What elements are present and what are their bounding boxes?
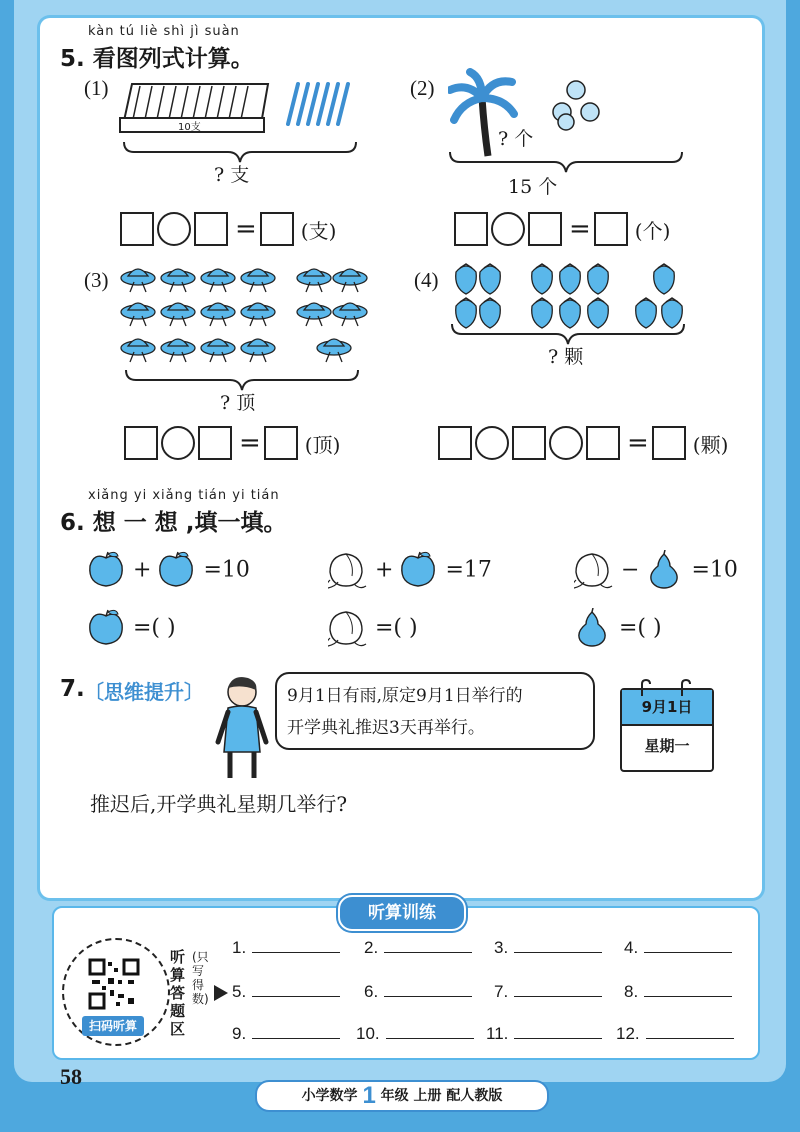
unit-label: (颗) xyxy=(692,432,729,457)
equals-sign: = xyxy=(569,214,591,244)
calendar-rings-icon xyxy=(636,678,696,696)
answer-slot[interactable]: 7. xyxy=(494,982,602,1002)
fill-pear xyxy=(574,608,662,648)
answer-box[interactable] xyxy=(438,426,472,460)
listening-title: 听算训练 xyxy=(338,895,466,931)
answer-blank[interactable]: =( ) xyxy=(619,615,662,641)
section6-number: 6. xyxy=(60,510,85,536)
qr-code-icon[interactable] xyxy=(88,958,140,1010)
answer-box[interactable] xyxy=(454,212,488,246)
bundle-label: 10支 xyxy=(178,122,201,133)
fill-peach xyxy=(328,608,418,648)
answer-box[interactable] xyxy=(528,212,562,246)
footer-edition: 配人教版 xyxy=(446,1088,503,1104)
footer-subject: 小学数学 xyxy=(301,1088,358,1104)
page-number: 58 xyxy=(60,1064,82,1089)
problem2-brace xyxy=(448,150,684,174)
play-arrow-icon xyxy=(214,985,228,1001)
answer-box[interactable] xyxy=(594,212,628,246)
answer-slot[interactable]: 12. xyxy=(616,1024,734,1044)
operator-circle[interactable] xyxy=(161,426,195,460)
unit-label: (个) xyxy=(634,218,671,243)
peach-icon xyxy=(328,608,368,648)
operator-circle[interactable] xyxy=(157,212,191,246)
bubble-line-1: 9月1日有雨,原定9月1日举行的 xyxy=(287,686,523,706)
answer-box[interactable] xyxy=(124,426,158,460)
answer-blank[interactable]: =( ) xyxy=(133,615,176,641)
problem3-question: ? 顶 xyxy=(220,392,256,414)
problem2-formula xyxy=(454,212,673,246)
problem1-formula xyxy=(120,212,339,246)
section5-title: 看图列式计算。 xyxy=(92,46,254,72)
calendar xyxy=(620,688,714,772)
answer-slot[interactable]: 5. xyxy=(232,982,340,1002)
section5-heading xyxy=(60,40,254,73)
answer-box[interactable] xyxy=(264,426,298,460)
equation-result: =10 xyxy=(691,557,738,583)
scan-label: 扫码听算 xyxy=(82,1016,144,1036)
problem4-question: ? 颗 xyxy=(548,346,584,368)
section5-pinyin: kàn tú liè shì jì suàn xyxy=(88,24,240,39)
equation-result: =10 xyxy=(203,557,250,583)
fill-apple xyxy=(88,608,176,648)
answer-slot[interactable]: 3. xyxy=(494,938,602,958)
operator-circle[interactable] xyxy=(549,426,583,460)
calendar-weekday: 星期一 xyxy=(644,737,690,755)
footer-bar xyxy=(255,1080,549,1112)
problem4-formula xyxy=(438,426,731,460)
operator-circle[interactable] xyxy=(475,426,509,460)
minus-sign: − xyxy=(621,557,640,583)
answer-box[interactable] xyxy=(652,426,686,460)
footer-grade-number: 1 xyxy=(362,1082,376,1109)
section6-heading xyxy=(60,504,287,537)
unit-label: (支) xyxy=(300,218,337,243)
equation-row-2 xyxy=(328,550,492,590)
answer-slot[interactable]: 11. xyxy=(486,1024,602,1044)
pear-icon xyxy=(646,550,684,590)
footer-volume: 上册 xyxy=(413,1088,442,1104)
problem3-formula xyxy=(124,426,343,460)
answer-slot[interactable]: 6. xyxy=(364,982,472,1002)
hats-illustration xyxy=(120,262,370,370)
answer-slot[interactable]: 4. xyxy=(624,938,732,958)
section6-pinyin: xiǎng yi xiǎng tián yi tián xyxy=(88,488,280,503)
equals-sign: = xyxy=(235,214,257,244)
answer-box[interactable] xyxy=(586,426,620,460)
section7-tag: 〔思维提升〕 xyxy=(84,680,204,704)
equation-result: =17 xyxy=(445,557,492,583)
section6-title: 想 一 想 ,填一填。 xyxy=(92,510,287,536)
answer-slot[interactable]: 9. xyxy=(232,1024,340,1044)
bubble-line-2: 开学典礼推迟3天再举行。 xyxy=(287,718,485,738)
problem4-label: (4) xyxy=(414,268,439,292)
answer-blank[interactable]: =( ) xyxy=(375,615,418,641)
plus-sign: + xyxy=(133,557,152,583)
answer-area-label: 听算答题区 xyxy=(170,948,186,1038)
apple-icon xyxy=(158,550,196,590)
pear-icon xyxy=(574,608,612,648)
peach-icon xyxy=(574,550,614,590)
problem2-question: ? 个 xyxy=(498,128,534,150)
answer-box[interactable] xyxy=(512,426,546,460)
apple-icon xyxy=(88,608,126,648)
problem2-label: (2) xyxy=(410,76,435,100)
apple-icon xyxy=(88,550,126,590)
operator-circle[interactable] xyxy=(491,212,525,246)
section5-number: 5. xyxy=(60,46,85,72)
answer-box[interactable] xyxy=(260,212,294,246)
calendar-date: 9月1日 xyxy=(622,690,712,726)
speech-bubble xyxy=(275,672,595,750)
section7-number: 7. xyxy=(60,676,85,702)
problem1-question: ? 支 xyxy=(214,164,250,186)
boy-illustration xyxy=(212,672,272,782)
answer-area-note: (只写得数) xyxy=(192,950,209,1006)
answer-slot[interactable]: 1. xyxy=(232,938,340,958)
section7-question: 推迟后,开学典礼星期几举行? xyxy=(90,792,348,816)
pencil-bundle-illustration xyxy=(118,74,358,144)
answer-slot[interactable]: 10. xyxy=(356,1024,474,1044)
equals-sign: = xyxy=(239,428,261,458)
answer-box[interactable] xyxy=(194,212,228,246)
plus-sign: + xyxy=(375,557,394,583)
answer-box[interactable] xyxy=(120,212,154,246)
footer-grade: 年级 xyxy=(380,1088,409,1104)
problem3-label: (3) xyxy=(84,268,109,292)
equation-row-1 xyxy=(88,550,250,590)
equation-row-3 xyxy=(574,550,738,590)
answer-box[interactable] xyxy=(198,426,232,460)
peach-icon xyxy=(328,550,368,590)
equals-sign: = xyxy=(627,428,649,458)
apple-icon xyxy=(400,550,438,590)
answer-slot[interactable]: 2. xyxy=(364,938,472,958)
answer-slot[interactable]: 8. xyxy=(624,982,732,1002)
problem2-total: 15 个 xyxy=(508,176,558,198)
problem1-label: (1) xyxy=(84,76,109,100)
unit-label: (顶) xyxy=(304,432,341,457)
